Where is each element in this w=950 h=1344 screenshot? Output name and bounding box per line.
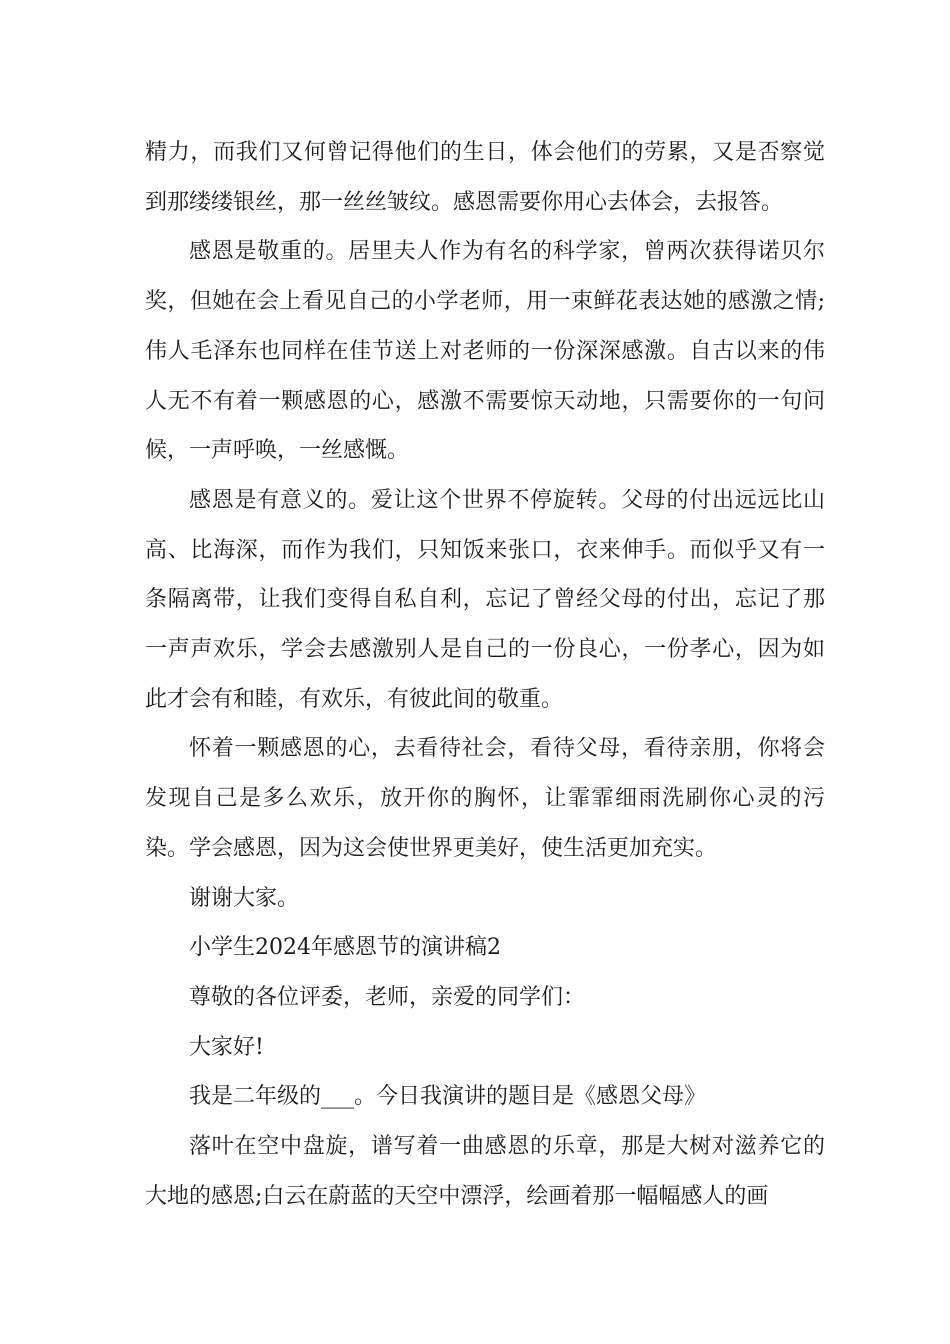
paragraph-meaning: 感恩是有意义的。爱让这个世界不停旋转。父母的付出远远比山高、比海深，而作为我们，只知饭来张口，衣来伸手。而似乎又有一条隔离带，让我们变得自私自利，忘记了曾经父母的付出，忘记了那一声声欢乐，学会去感激别人是自己的一份良心，一份孝心，因为如此才会有和睦，有欢乐，有彼此间的敬重。 bbox=[145, 487, 825, 712]
document-body bbox=[145, 128, 825, 1221]
paragraph-greeting: 大家好! bbox=[189, 1034, 264, 1060]
paragraph-respect: 感恩是敬重的。居里夫人作为有名的科学家，曾两次获得诺贝尔奖，但她在会上看见自己的小学老师，用一束鲜花表达她的感激之情;伟人毛泽东也同样在佳节送上对老师的一份深深感激。自古以来的伟人无不有着一颗感恩的心，感激不需要惊天动地，只需要你的一句问候，一声呼唤，一丝感慨。 bbox=[145, 239, 825, 464]
paragraph-leaves: 落叶在空中盘旋，谱写着一曲感恩的乐章，那是大树对滋养它的大地的感恩;白云在蔚蓝的天空中漂浮，绘画着那一幅幅感人的画 bbox=[145, 1134, 825, 1209]
paragraph-continued: 精力，而我们又何曾记得他们的生日，体会他们的劳累，又是否察觉到那缕缕银丝，那一丝丝皱纹。感恩需要你用心去体会，去报答。 bbox=[145, 140, 825, 215]
paragraph-thanks: 谢谢大家。 bbox=[189, 885, 300, 911]
paragraph-intro: 我是二年级的___。今日我演讲的题目是《感恩父母》 bbox=[189, 1084, 707, 1110]
paragraph-grateful-heart: 怀着一颗感恩的心，去看待社会，看待父母，看待亲朋，你将会发现自己是多么欢乐，放开你的胸怀，让霏霏细雨洗刷你心灵的污染。学会感恩，因为这会使世界更美好，使生活更加充实。 bbox=[145, 736, 825, 861]
paragraph-salutation: 尊敬的各位评委，老师，亲爱的同学们： bbox=[189, 984, 586, 1010]
speech-title: 小学生2024年感恩节的演讲稿2 bbox=[189, 935, 501, 961]
